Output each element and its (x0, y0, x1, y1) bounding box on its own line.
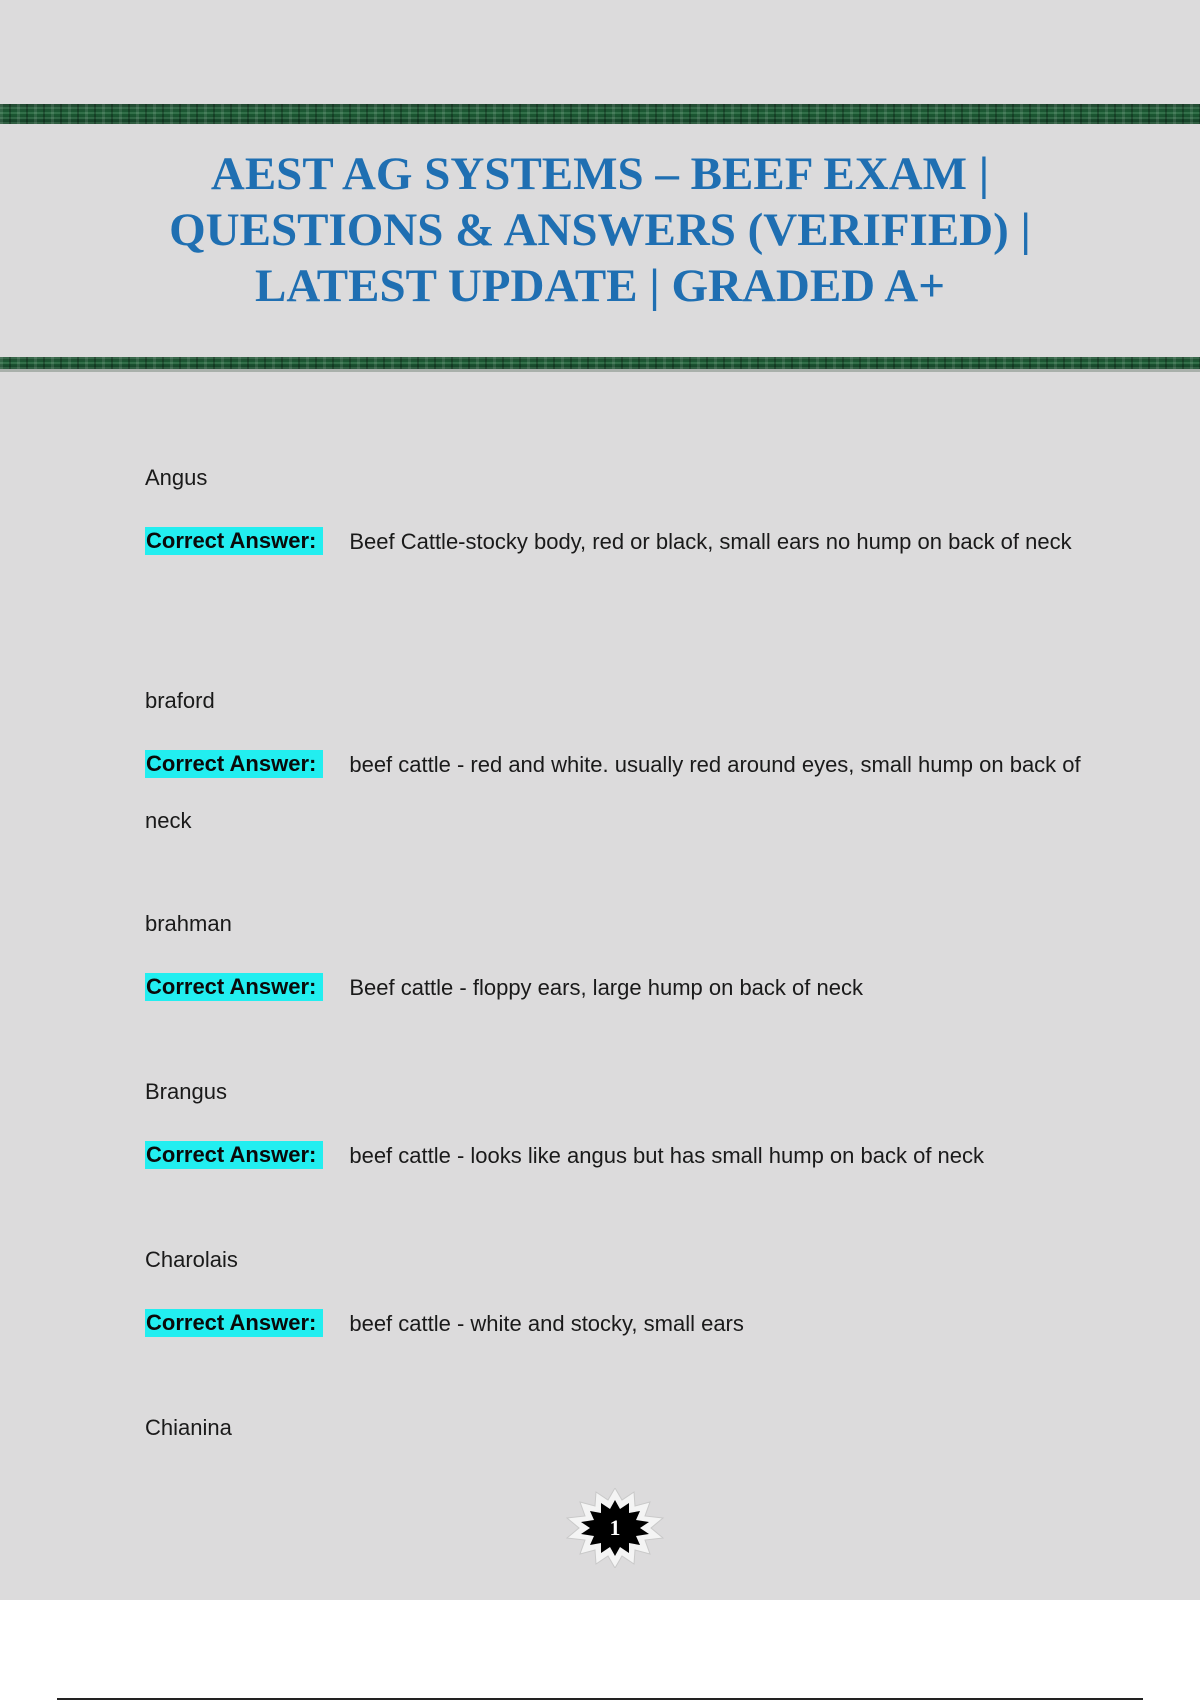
answer-text: Beef Cattle-stocky body, red or black, small ears no hump on back of neck (349, 529, 1072, 554)
correct-answer-label: Correct Answer: (145, 527, 323, 555)
correct-answer-label: Correct Answer: (145, 750, 323, 778)
divider (0, 369, 1200, 372)
page-number: 1 (609, 1515, 621, 1540)
correct-answer-label: Correct Answer: (145, 973, 323, 1001)
qa-entry (145, 458, 1105, 681)
qa-entry (145, 1072, 1105, 1240)
page-number-badge (560, 1488, 670, 1568)
answer-line (145, 1296, 1105, 1352)
question-term: brahman (145, 911, 232, 936)
decorative-header-band-lower (0, 357, 1200, 369)
question-term: Charolais (145, 1247, 238, 1272)
answer-text: beef cattle - red and white. usually red around eyes, small hump on back of neck (145, 752, 1081, 833)
qa-entry (145, 904, 1105, 1072)
qa-list (145, 458, 1105, 1631)
answer-line (145, 514, 1105, 570)
question-term: braford (145, 688, 215, 713)
question-term: Angus (145, 465, 208, 490)
question-term: Chianina (145, 1415, 232, 1440)
decorative-header-band (0, 104, 1200, 124)
answer-line (145, 1128, 1105, 1184)
answer-text: beef cattle - white and stocky, small ears (349, 1311, 744, 1336)
correct-answer-label: Correct Answer: (145, 1141, 323, 1169)
answer-line (145, 737, 1105, 849)
question-term: Brangus (145, 1079, 227, 1104)
answer-text: beef cattle - looks like angus but has small hump on back of neck (349, 1143, 985, 1168)
qa-entry (145, 1240, 1105, 1408)
answer-line (145, 960, 1105, 1016)
document-title: AEST AG SYSTEMS – BEEF EXAM | QUESTIONS & ANSWERS (VERIFIED) | LATEST UPDATE | GRADED A+ (169, 148, 1031, 312)
answer-text: Beef cattle - floppy ears, large hump on back of neck (349, 975, 863, 1000)
correct-answer-label: Correct Answer: (145, 1309, 323, 1337)
qa-entry (145, 681, 1105, 904)
